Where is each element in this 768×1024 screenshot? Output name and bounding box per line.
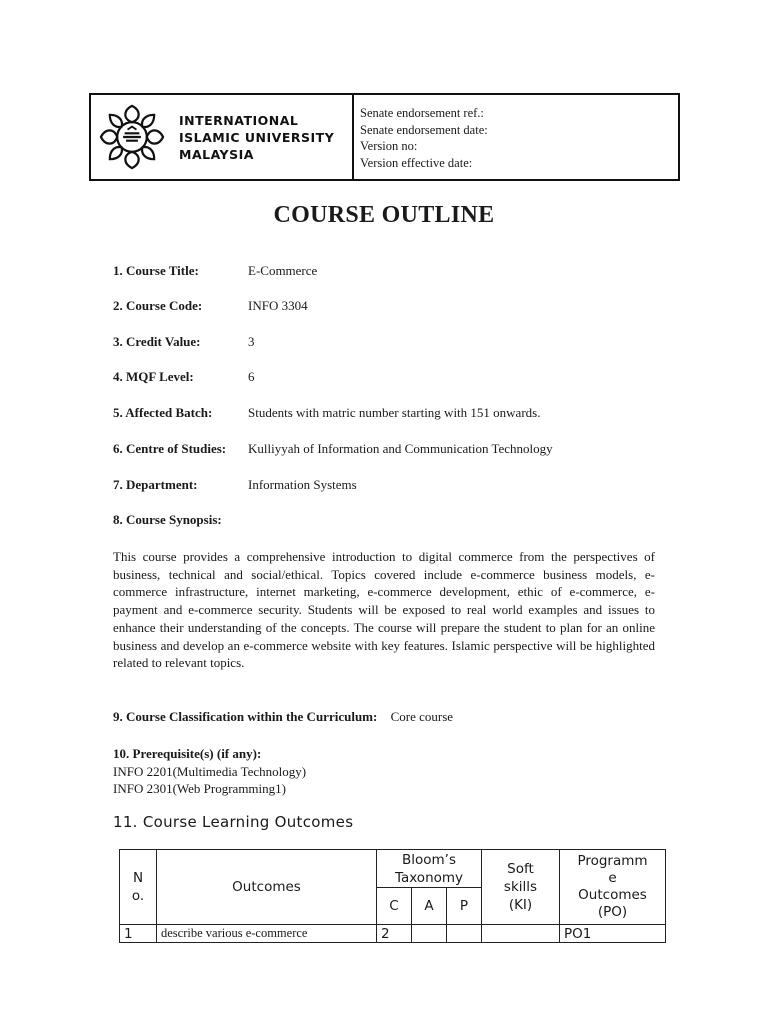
table-cell-c: 2: [377, 925, 412, 943]
field-centre-of-studies: [113, 441, 553, 457]
table-cell-p: [447, 925, 482, 943]
table-header-a: A: [412, 888, 447, 925]
field-label: 8. Course Synopsis:: [113, 512, 222, 527]
senate-endorsement-ref: Senate endorsement ref.:: [360, 106, 484, 120]
field-department: [113, 477, 357, 493]
university-logo-icon: [95, 100, 169, 174]
field-credit-value: [113, 334, 255, 350]
university-name: [179, 112, 334, 163]
field-value: Information Systems: [248, 477, 357, 492]
field-value: Students with matric number starting with 151 onwards.: [248, 405, 541, 420]
table-cell-po: PO1: [560, 925, 666, 943]
document-header: [89, 93, 680, 181]
field-value: INFO 3304: [248, 298, 308, 313]
synopsis-text: This course provides a comprehensive introduction to digital commerce from the perspectives of business, technical and social/ethical. Topics covered include e-commerce business models, e-commerce infrastructure, internet marketing, e-commerce development, ethic of e-commerce, e-payment and e-commerce security. Students will be exposed to real world examples and issues to enhance their understanding of the concepts. The course will prepare the student to plan for an online business and develop an e-commerce website with key features. Islamic perspective will be highlighted related to relevant topics.: [113, 549, 655, 671]
field-label: 3. Credit Value:: [113, 334, 201, 349]
table-cell-outcome: describe various e-commerce: [157, 925, 377, 943]
field-label: 9. Course Classification within the Curriculum:: [113, 709, 378, 724]
field-label: 7. Department:: [113, 477, 198, 492]
field-course-code: [113, 298, 308, 314]
table-cell-ki: [482, 925, 560, 943]
prerequisites-label: 10. Prerequisite(s) (if any):: [113, 746, 262, 761]
page-title: COURSE OUTLINE: [273, 202, 495, 228]
table-header-soft-skills: Soft skills (KI): [482, 850, 560, 925]
version-no: Version no:: [360, 139, 418, 153]
university-name-line: MALAYSIA: [179, 146, 254, 162]
field-value: Kulliyyah of Information and Communication Technology: [248, 441, 553, 456]
prerequisite-item: INFO 2301(Web Programming1): [113, 781, 286, 796]
clo-heading: 11. Course Learning Outcomes: [113, 813, 354, 831]
endorsement-block: [354, 95, 488, 179]
university-block: [91, 95, 354, 179]
table-header-no: N o.: [120, 850, 157, 925]
table-header-c: C: [377, 888, 412, 925]
field-label: 2. Course Code:: [113, 298, 203, 313]
prerequisite-item: INFO 2201(Multimedia Technology): [113, 763, 307, 779]
field-value: Core course: [390, 709, 454, 724]
field-affected-batch: [113, 405, 541, 421]
senate-endorsement-date: Senate endorsement date:: [360, 122, 488, 137]
prerequisites: [113, 745, 306, 798]
table-row: [120, 925, 666, 943]
field-value: 6: [248, 369, 255, 384]
field-value: 3: [248, 334, 255, 349]
field-label: 6. Centre of Studies:: [113, 441, 227, 456]
table-cell-a: [412, 925, 447, 943]
table-header-bloom: Bloom’s Taxonomy: [377, 850, 482, 888]
field-course-title: [113, 263, 318, 279]
table-header-p: P: [447, 888, 482, 925]
field-label: 1. Course Title:: [113, 263, 199, 278]
university-name-line: INTERNATIONAL: [179, 112, 299, 128]
field-mqf-level: [113, 369, 255, 385]
version-effective-date: Version effective date:: [360, 155, 473, 170]
clo-table: [119, 849, 666, 943]
field-label: 4. MQF Level:: [113, 369, 194, 384]
table-header-outcomes: Outcomes: [157, 850, 377, 925]
field-course-classification: [113, 709, 453, 725]
field-value: E-Commerce: [248, 263, 318, 278]
university-name-line: ISLAMIC UNIVERSITY: [179, 129, 335, 145]
field-course-synopsis: [113, 512, 222, 528]
table-header-programme-outcomes: Programm e Outcomes (PO): [560, 850, 666, 925]
table-cell-no: 1: [120, 925, 157, 943]
field-label: 5. Affected Batch:: [113, 405, 213, 420]
